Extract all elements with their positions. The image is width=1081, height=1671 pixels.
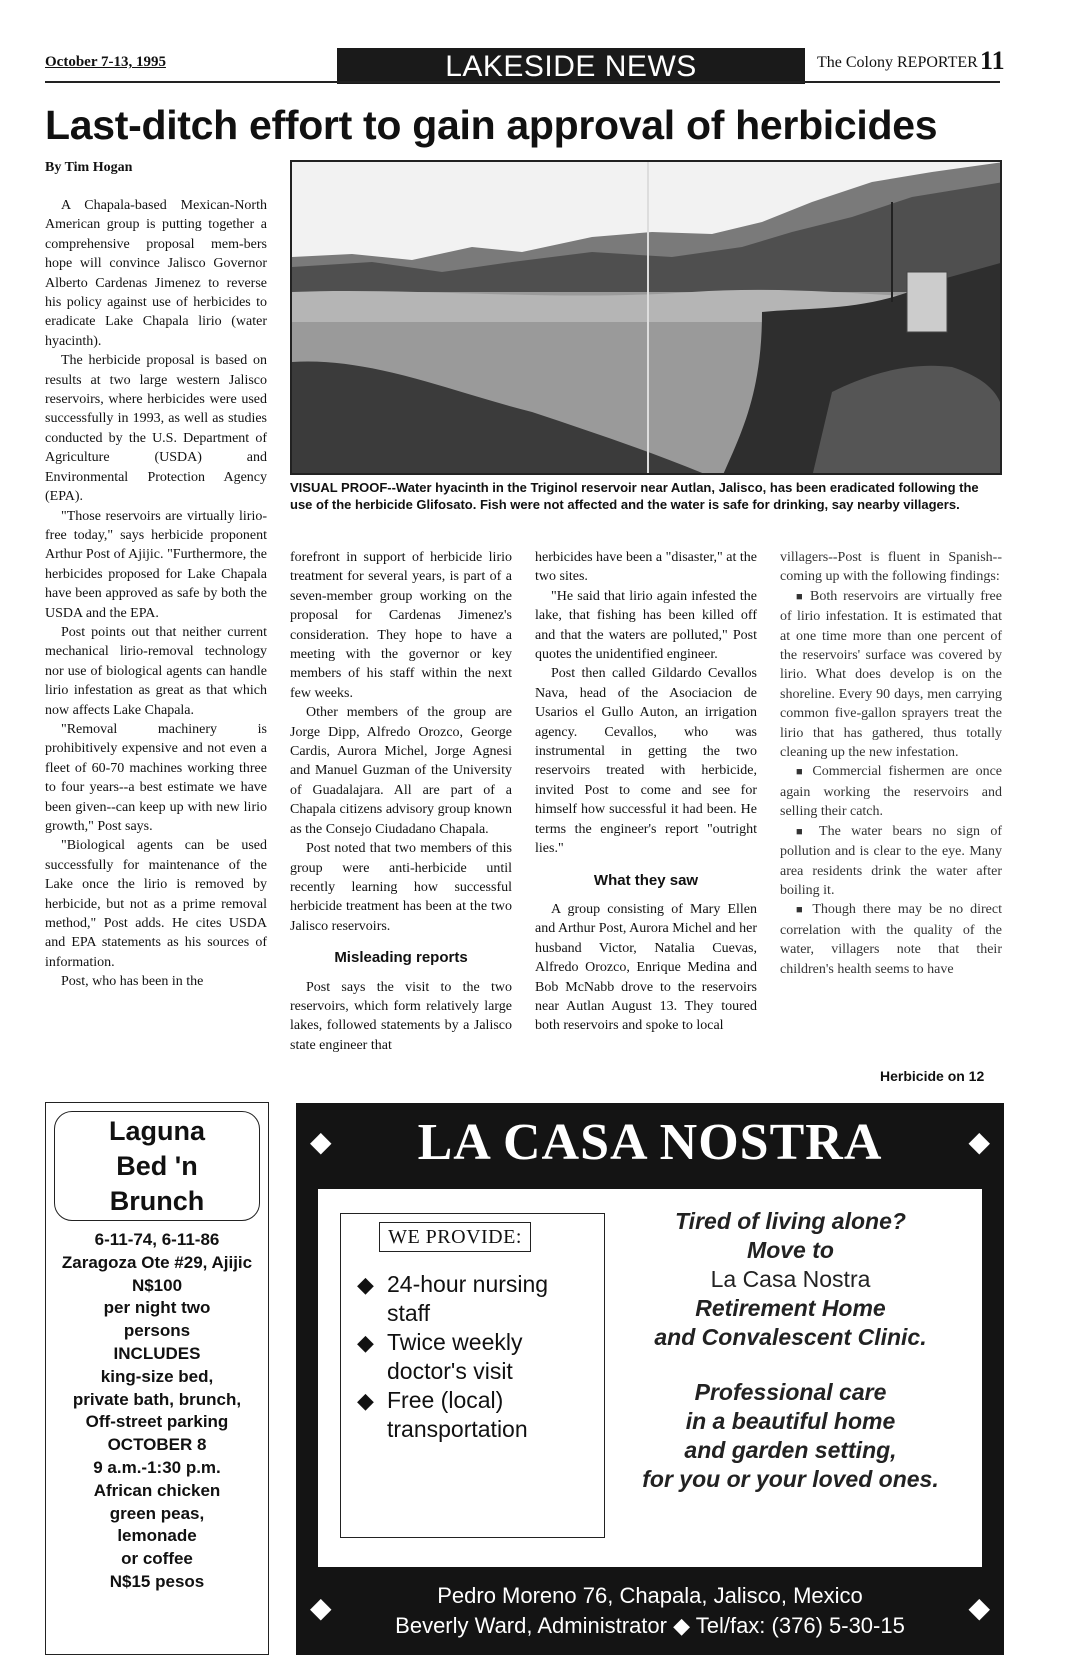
- tagline: and Convalescent Clinic.: [654, 1324, 927, 1350]
- paragraph: Post points out that neither current mechanical lirio-removal technology nor use of biological agents can handle lirio infestation as great as that which now affects Lake Chapala.: [45, 624, 267, 718]
- ad-line: Zaragoza Ote #29, Ajijic: [61, 1252, 253, 1272]
- la-casa-nostra-ad: [296, 1103, 1004, 1655]
- ad-line: lemonade: [117, 1526, 197, 1546]
- ad-address: Pedro Moreno 76, Chapala, Jalisco, Mexico: [437, 1583, 863, 1608]
- pitch-line: Professional care: [694, 1379, 887, 1405]
- tagline: Move to: [747, 1237, 834, 1263]
- paragraph: "Those reservoirs are virtually lirio-free today," says herbicide proponent Arthur Post of Ajijic. "Furthermore, the herbicides proposed for Lake Chapala have been approved as safe by both the USDA and the EPA.: [45, 508, 267, 621]
- paragraph: forefront in support of herbicide lirio treatment for several years, is part of a seven-member group working on the proposal for Cardenas Jimenez's consideration. They hope to have a meeting with the governor or key members of his staff within the next few weeks.: [290, 550, 512, 701]
- photo-caption: VISUAL PROOF--Water hyacinth in the Triginol reservoir near Autlan, Jalisco, has been eradicated following the use of the herbicide Glifosato. Fish were not affected and the water is safe for drinking, say nearby villagers.: [290, 480, 979, 512]
- finding-item: ■ Both reservoirs are virtually free of lirio infestation. It is estimated that at one time more than one percent of the reservoirs' surface was covered by lirio. What does develop is on the shoreline. Every 90 days, men carrying common five-gallon sprayers treat the lirio that has gathered, thus totally cleaning up the new infestation.: [780, 587, 1002, 763]
- finding-item: ■ Though there may be no direct correlation with the quality of the water, villagers note that their children's health seems to have: [780, 900, 1002, 979]
- continued-jump-line: Herbicide on 12: [880, 1068, 985, 1084]
- services-box: [340, 1213, 605, 1538]
- ad-title-line: Laguna: [108, 1116, 205, 1146]
- service-item: ◆ Free (local) transportation: [357, 1387, 528, 1442]
- subhead-misleading-reports: Misleading reports: [334, 949, 468, 967]
- section-banner: LAKESIDE NEWS: [337, 48, 805, 84]
- diamond-bullet-icon: ◆: [357, 1388, 374, 1413]
- pitch-line: and garden setting,: [684, 1437, 897, 1463]
- ad-line: per night two: [103, 1298, 211, 1318]
- subhead-what-they-saw: What they saw: [593, 871, 699, 889]
- ad-line: African chicken: [93, 1480, 221, 1500]
- paragraph: "He said that lirio again infested the lake, that fishing has been killed off and that the waters are polluted," Post quotes the unidentified engineer.: [535, 588, 757, 663]
- paragraph: villagers--Post is fluent in Spanish--coming up with the following findings:: [780, 550, 1002, 585]
- ad-line: N$100: [131, 1275, 183, 1295]
- tagline: Tired of living alone?: [675, 1208, 906, 1234]
- article-column-1: [45, 196, 267, 992]
- ad-admin-phone: Beverly Ward, Administrator ◆ Tel/fax: (376) 5-30-15: [395, 1613, 905, 1638]
- paragraph: The herbicide proposal is based on results at two large western Jalisco reservoirs, where herbicides were used successfully in 1993, as well as studies conducted by the U.S. Department of Agriculture (USDA) and Environmental Protection Agency (EPA).: [45, 353, 267, 505]
- paragraph: A group consisting of Mary Ellen and Arthur Post, Aurora Michel and her husband Victor, Natalia Cuevas, Alfredo Orozco, Enrique Medina and Bob McNabb drove to the reservoirs near Autlan August 13. They toured both reservoirs and spoke to local: [535, 901, 758, 1034]
- diamond-icon: ◆: [310, 1593, 332, 1624]
- ad-line: green peas,: [109, 1503, 205, 1523]
- article-headline: Last-ditch effort to gain approval of herbicides: [45, 102, 938, 148]
- ad-line: or coffee: [121, 1549, 193, 1569]
- paragraph: herbicides have been a "disaster," at the two sites.: [535, 550, 757, 585]
- masthead-rule: [45, 81, 1000, 83]
- ad-title-line: Bed 'n: [116, 1151, 198, 1181]
- paper-name: The Colony REPORTER: [817, 54, 978, 71]
- paragraph: Other members of the group are Jorge Dipp, Alfredo Orozco, George Cardis, Aurora Michel, Jorge Agnesi and Manuel Guzman of the University of Guadalajara. All are part of a Chapala citizens advisory group known as the Consejo Ciudadano Chapala.: [290, 705, 512, 837]
- ad-contact: [296, 1581, 1004, 1641]
- ad-inner-panel: [318, 1189, 982, 1567]
- ad-body: [48, 1229, 266, 1594]
- services-label: WE PROVIDE:: [379, 1222, 531, 1252]
- diamond-bullet-icon: ◆: [357, 1272, 374, 1297]
- ad-line: N$15 pesos: [109, 1571, 205, 1591]
- byline: By Tim Hogan: [45, 160, 133, 175]
- ad-title: LA CASA NOSTRA: [417, 1114, 883, 1171]
- issue-date: October 7-13, 1995: [45, 54, 166, 70]
- ad-line: persons: [123, 1321, 191, 1341]
- service-item: ◆ Twice weekly doctor's visit: [357, 1329, 523, 1384]
- ad-title-box: [54, 1111, 260, 1221]
- paragraph: Post noted that two members of this group were anti-herbicide until recently learning how successful herbicide treatment has been at the two Jalisco reservoirs.: [290, 841, 512, 934]
- ad-line: 6-11-74, 6-11-86: [94, 1230, 220, 1249]
- pitch-line: for you or your loved ones.: [642, 1466, 939, 1492]
- ad-pitch: [608, 1207, 973, 1494]
- reservoir-image: [292, 162, 1002, 475]
- diamond-icon: ◆: [310, 1127, 332, 1158]
- ad-line: Off-street parking: [85, 1412, 229, 1432]
- paragraph: Post then called Gildardo Cevallos Nava, head of the Asociacion de Usarios el Gullo Auton, an irrigation agency. Cevallos, who was instrumental in getting the two reservoirs treated with herbicide, invited Post to come and see for himself how successful it had been. He terms the engineer's report "outright lies.": [535, 666, 757, 857]
- finding-item: ■ Commercial fishermen are once again working the reservoirs and selling their catch.: [780, 762, 1002, 821]
- services-list: [357, 1270, 597, 1444]
- ad-title-line: Brunch: [109, 1186, 205, 1216]
- laguna-bed-brunch-ad: [45, 1102, 269, 1655]
- paragraph: Post, who has been in the: [61, 974, 204, 990]
- ad-line: 9 a.m.-1:30 p.m.: [93, 1457, 221, 1477]
- diamond-icon: ◆: [968, 1127, 990, 1158]
- diamond-icon: ◆: [968, 1593, 990, 1624]
- pitch-line: in a beautiful home: [685, 1408, 896, 1434]
- paragraph: "Removal machinery is prohibitively expensive and not even a fleet of 60-70 machines working three to four years--a best estimate we have been given--can keep up with new lirio growth," Post says.: [45, 721, 267, 834]
- page-number: 11: [980, 46, 1005, 75]
- paragraph: "Biological agents can be used successfully for maintenance of the Lake once the lirio is removed by herbicide, but not as a prime removal method," Post adds. He cites USDA and EPA statements as his sources of information.: [45, 838, 267, 970]
- tagline: Retirement Home: [695, 1295, 886, 1321]
- ad-line: private bath, brunch,: [72, 1389, 242, 1409]
- service-item: ◆ 24-hour nursing staff: [357, 1271, 549, 1326]
- ad-line: king-size bed,: [100, 1366, 214, 1386]
- article-column-4: [780, 548, 1002, 979]
- article-column-2: [290, 548, 512, 1055]
- article-column-3: [535, 548, 757, 1036]
- reservoir-photo: [290, 160, 1002, 475]
- diamond-bullet-icon: ◆: [357, 1330, 374, 1355]
- ad-line: OCTOBER 8: [107, 1435, 207, 1455]
- finding-item: ■ The water bears no sign of pollution and is clear to the eye. Many area residents drink the water after boiling it.: [780, 822, 1002, 901]
- business-name: La Casa Nostra: [710, 1266, 871, 1292]
- paragraph: Post says the visit to the two reservoirs, which form relatively large lakes, followed statements by a Jalisco state engineer that: [290, 979, 512, 1053]
- masthead: [45, 46, 1005, 84]
- ad-line: INCLUDES: [113, 1343, 201, 1363]
- paragraph: A Chapala-based Mexican-North American group is putting together a comprehensive proposal mem-bers hope will convince Jalisco Governor Alberto Cardenas Jimenez to reverse his policy against use of herbicides to eradicate Lake Chapala lirio (water hyacinth).: [45, 198, 267, 349]
